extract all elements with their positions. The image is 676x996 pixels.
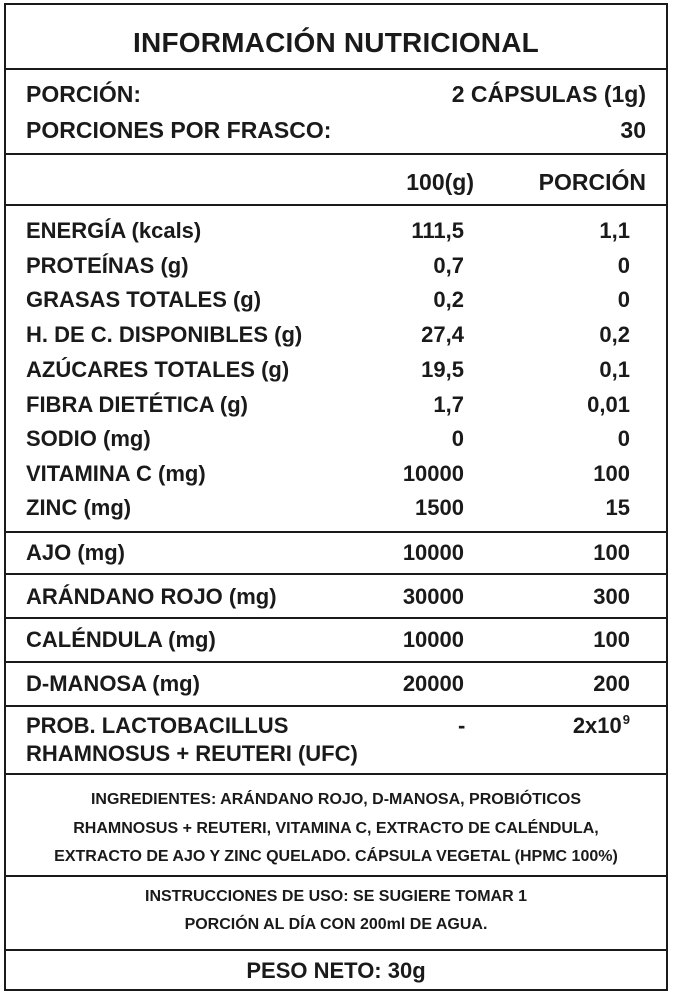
servings-per-bottle-label: PORCIONES POR FRASCO: bbox=[26, 117, 332, 143]
nutrient-portion: 15 bbox=[605, 495, 630, 520]
divider bbox=[6, 204, 666, 206]
ingredients-line3: EXTRACTO DE AJO Y ZINC QUELADO. CÁPSULA VEGETAL (HPMC 100%) bbox=[54, 848, 618, 865]
divider bbox=[6, 875, 666, 877]
nutrient-per100: 0,2 bbox=[433, 287, 464, 312]
servings-per-bottle-value: 30 bbox=[620, 117, 646, 143]
nutrient-name: SODIO (mg) bbox=[26, 426, 151, 451]
nutrient-name: H. DE C. DISPONIBLES (g) bbox=[26, 322, 303, 347]
nutrient-name: VITAMINA C (mg) bbox=[26, 461, 206, 486]
nutrient-per100: 10000 bbox=[402, 461, 464, 486]
nutrient-per100: 1500 bbox=[415, 495, 464, 520]
extra-portion: 300 bbox=[593, 584, 630, 609]
column-header-100g: 100(g) bbox=[406, 169, 474, 195]
probiotic-name-line1: PROB. LACTOBACILLUS bbox=[26, 713, 289, 738]
instructions-line1: INSTRUCCIONES DE USO: SE SUGIERE TOMAR 1 bbox=[145, 888, 527, 905]
extra-name: ARÁNDANO ROJO (mg) bbox=[26, 584, 277, 609]
divider bbox=[6, 773, 666, 775]
nutrient-name: ZINC (mg) bbox=[26, 495, 132, 520]
nutrient-name: ENERGÍA (kcals) bbox=[26, 218, 202, 243]
nutrient-per100: 19,5 bbox=[421, 357, 464, 382]
probiotic-per100: - bbox=[458, 713, 466, 738]
nutrient-portion: 100 bbox=[593, 461, 630, 486]
column-header-portion: PORCIÓN bbox=[538, 169, 646, 195]
extra-per100: 10000 bbox=[402, 540, 464, 565]
extra-name: D-MANOSA (mg) bbox=[26, 671, 200, 696]
probiotic-portion: $2x10^9$ bbox=[572, 712, 630, 738]
divider bbox=[6, 705, 666, 707]
instructions-line2: PORCIÓN AL DÍA CON 200ml DE AGUA. bbox=[184, 916, 488, 933]
nutrient-per100: 0 bbox=[451, 426, 464, 451]
divider bbox=[6, 531, 666, 533]
extra-per100: 10000 bbox=[402, 627, 464, 652]
ingredients-line2: RHAMNOSUS + REUTERI, VITAMINA C, EXTRACTO DE CALÉNDULA, bbox=[73, 820, 599, 837]
divider bbox=[6, 949, 666, 951]
nutrient-portion: 0 bbox=[617, 426, 630, 451]
divider bbox=[6, 661, 666, 663]
nutrient-portion: 0 bbox=[617, 287, 630, 312]
extra-per100: 30000 bbox=[402, 584, 464, 609]
serving-value: 2 CÁPSULAS (1g) bbox=[451, 81, 646, 107]
nutrient-name: PROTEÍNAS (g) bbox=[26, 253, 189, 278]
nutrient-name: GRASAS TOTALES (g) bbox=[26, 287, 262, 312]
ingredients-line1: INGREDIENTES: ARÁNDANO ROJO, D-MANOSA, PROBIÓTICOS bbox=[90, 791, 582, 808]
nutrient-per100: 111,5 bbox=[411, 218, 464, 243]
nutrient-name: FIBRA DIETÉTICA (g) bbox=[26, 392, 249, 417]
nutrient-name: AZÚCARES TOTALES (g) bbox=[26, 357, 290, 382]
nutrient-portion: 0,2 bbox=[599, 322, 630, 347]
nutrition-panel bbox=[4, 3, 668, 991]
serving-label: PORCIÓN: bbox=[26, 81, 141, 107]
probiotic-exponent: 9 bbox=[622, 712, 630, 727]
nutrient-portion: 0,1 bbox=[599, 357, 630, 382]
divider bbox=[6, 617, 666, 619]
nutrient-portion: 0 bbox=[617, 253, 630, 278]
extra-portion: 100 bbox=[593, 540, 630, 565]
divider bbox=[6, 68, 666, 70]
extra-name: AJO (mg) bbox=[26, 540, 125, 565]
nutrient-per100: 1,7 bbox=[433, 392, 464, 417]
extra-portion: 100 bbox=[593, 627, 630, 652]
extra-portion: 200 bbox=[593, 671, 630, 696]
divider bbox=[6, 573, 666, 575]
extra-name: CALÉNDULA (mg) bbox=[26, 627, 216, 652]
divider bbox=[6, 153, 666, 155]
nutrient-per100: 0,7 bbox=[433, 253, 464, 278]
net-weight: PESO NETO: 30g bbox=[246, 958, 426, 983]
probiotic-name-line2: RHAMNOSUS + REUTERI (UFC) bbox=[26, 741, 358, 766]
nutrient-per100: 27,4 bbox=[421, 322, 464, 347]
nutrient-portion: 0,01 bbox=[587, 392, 630, 417]
panel-title: INFORMACIÓN NUTRICIONAL bbox=[133, 27, 539, 58]
nutrient-portion: 1,1 bbox=[599, 218, 630, 243]
extra-per100: 20000 bbox=[402, 671, 464, 696]
